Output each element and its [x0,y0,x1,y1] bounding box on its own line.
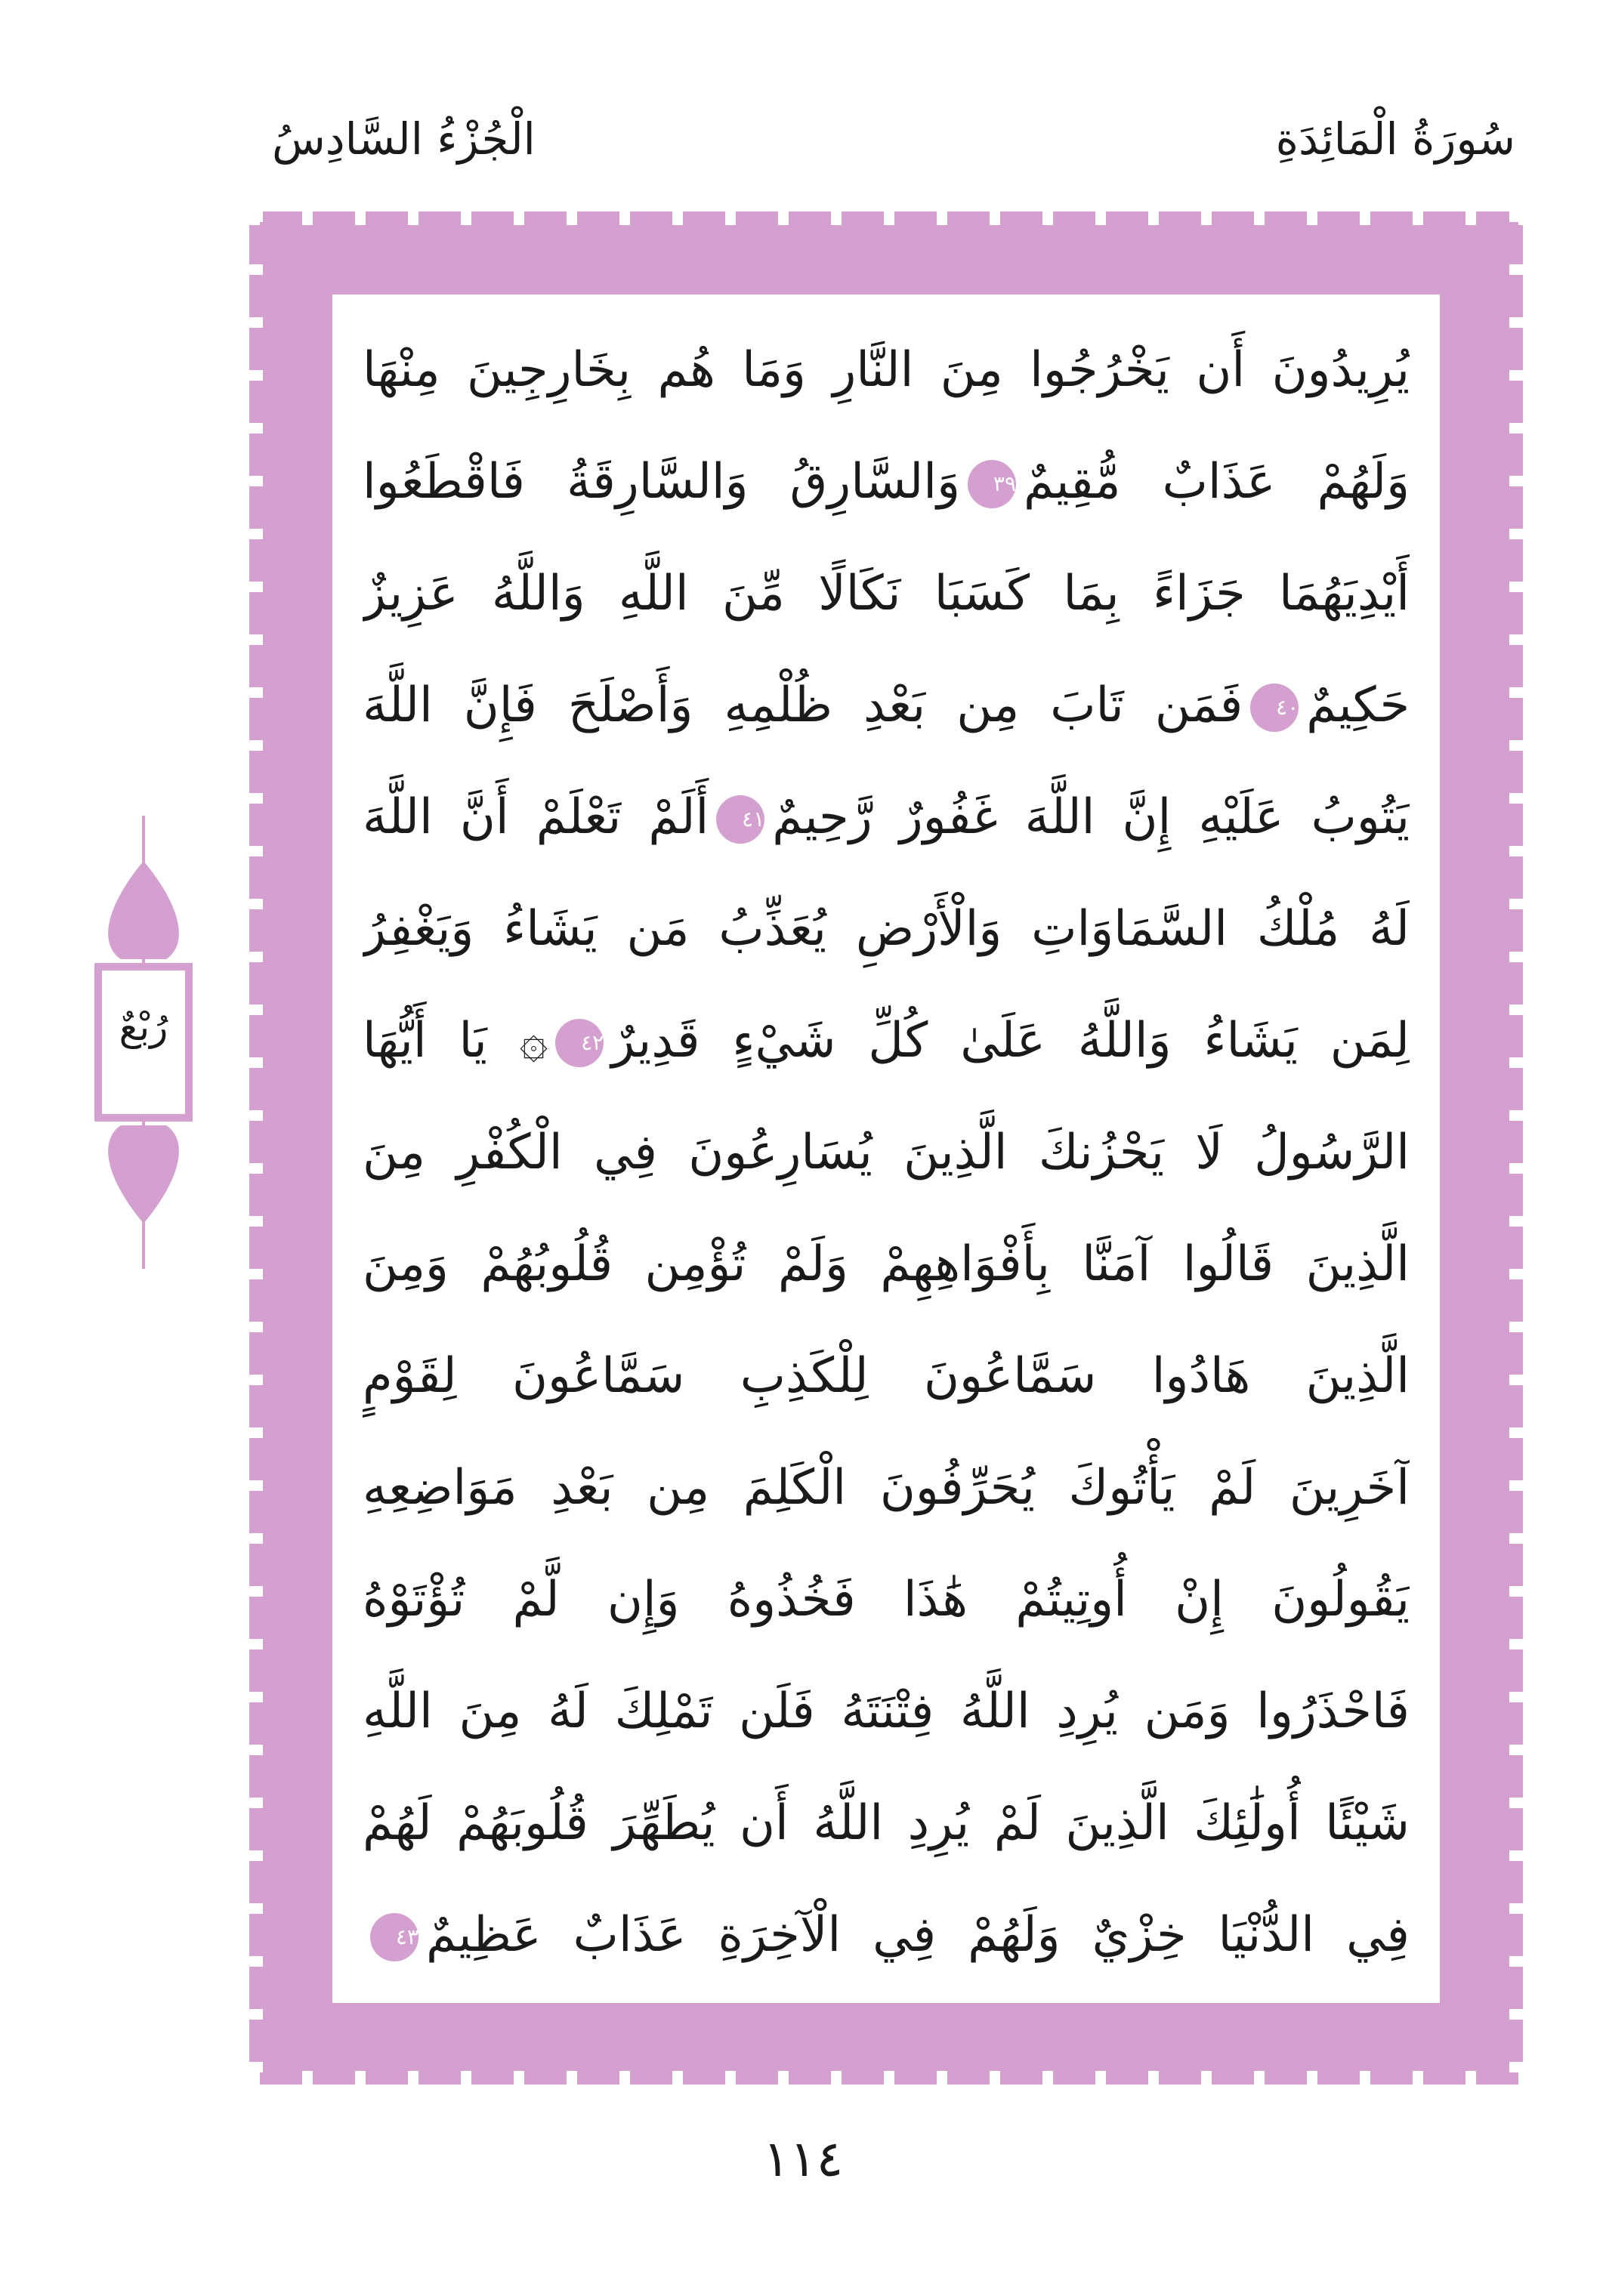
ayah-number-marker: ٤٢ [555,1019,604,1067]
verse-line [363,1211,1410,1317]
verse-line [363,1770,1410,1876]
verse-text: آخَرِينَ لَمْ يَأْتُوكَ يُحَرِّفُونَ الْكَلِمَ مِن بَعْدِ مَوَاضِعِهِ [363,1460,1410,1516]
verse-line [363,1100,1410,1205]
verse-text: شَيْئًا أُولَٰئِكَ الَّذِينَ لَمْ يُرِدِ اللَّهُ أَن يُطَهِّرَ قُلُوبَهُمْ لَهُمْ [363,1795,1410,1851]
verse-text: لَهُ مُلْكُ السَّمَاوَاتِ وَالْأَرْضِ يُعَذِّبُ مَن يَشَاءُ وَيَغْفِرُ [363,901,1410,957]
ayah-number-marker: ٤١ [716,795,764,844]
verse-text: حَكِيمٌ [1306,677,1410,733]
verse-text: وَالسَّارِقُ وَالسَّارِقَةُ فَاقْطَعُوا [363,454,960,510]
verse-text: فَمَن تَابَ مِن بَعْدِ ظُلْمِهِ وَأَصْلَحَ فَإِنَّ اللَّهَ [363,677,1243,733]
verse-text: أَيْدِيَهُمَا جَزَاءً بِمَا كَسَبَا نَكَالًا مِّنَ اللَّهِ وَاللَّهُ عَزِيزٌ [363,566,1410,622]
verse-text: فَاحْذَرُوا وَمَن يُرِدِ اللَّهُ فِتْنَتَهُ فَلَن تَمْلِكَ لَهُ مِنَ اللَّهِ [363,1683,1410,1739]
verse-text: يُرِيدُونَ أَن يَخْرُجُوا مِنَ النَّارِ وَمَا هُم بِخَارِجِينَ مِنْهَا [363,342,1410,398]
verse-text: أَلَمْ تَعْلَمْ أَنَّ اللَّهَ [363,789,709,845]
verse-line [363,764,1410,870]
surah-name: سُورَةُ الْمَائِدَةِ [1275,113,1515,165]
verse-line [363,1323,1410,1429]
verse-line [363,653,1410,758]
verse-line [363,876,1410,982]
page-number: ١١٤ [762,2130,844,2188]
verse-text: الَّذِينَ قَالُوا آمَنَّا بِأَفْوَاهِهِمْ وَلَمْ تُؤْمِن قُلُوبُهُمْ وَمِنَ [363,1236,1410,1292]
verse-line [363,541,1410,647]
verse-text: يَقُولُونَ إِنْ أُوتِيتُمْ هَٰذَا فَخُذُوهُ وَإِن لَّمْ تُؤْتَوْهُ [363,1572,1410,1628]
verse-text: الرَّسُولُ لَا يَحْزُنكَ الَّذِينَ يُسَارِعُونَ فِي الْكُفْرِ مِنَ [363,1125,1410,1180]
ayah-number-marker: ٤٣ [370,1913,418,1961]
ayah-number-marker: ٣٩ [968,460,1016,508]
verse-line [363,317,1410,423]
verse-line [363,1882,1410,1988]
page-frame [249,211,1523,2085]
ayah-number-marker: ٤٠ [1250,684,1299,732]
verse-line [363,1659,1410,1764]
verse-line [363,1435,1410,1541]
verse-text: وَلَهُمْ عَذَابٌ مُّقِيمٌ [1023,454,1410,510]
verse-text: ۞ يَا أَيُّهَا [363,1013,548,1069]
verse-line [363,988,1410,1094]
verse-text: الَّذِينَ هَادُوا سَمَّاعُونَ لِلْكَذِبِ سَمَّاعُونَ لِقَوْمٍ [363,1348,1410,1404]
rub-label: رُبْعٌ [119,1005,168,1049]
verse-text: فِي الدُّنْيَا خِزْيٌ وَلَهُمْ فِي الْآخِرَةِ عَذَابٌ عَظِيمٌ [426,1907,1410,1963]
verse-text: يَتُوبُ عَلَيْهِ إِنَّ اللَّهَ غَفُورٌ رَّحِيمٌ [772,789,1410,845]
juz-name: الْجُزْءُ السَّادِسُ [272,113,536,165]
text-panel [332,295,1440,2003]
verse-line [363,1547,1410,1653]
verse-line [363,429,1410,535]
verse-text: لِمَن يَشَاءُ وَاللَّهُ عَلَىٰ كُلِّ شَيْءٍ قَدِيرٌ [611,1013,1410,1069]
